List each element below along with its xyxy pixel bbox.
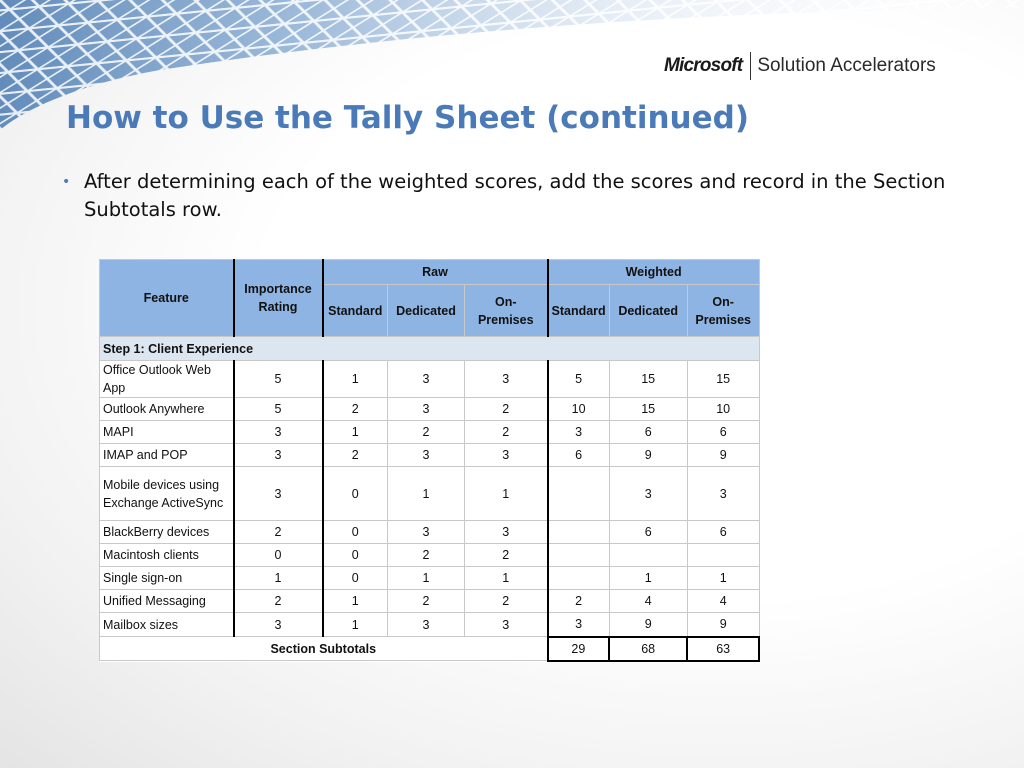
cell-raw-standard: 1 bbox=[323, 421, 388, 444]
cell-feature: BlackBerry devices bbox=[100, 521, 234, 544]
cell-feature: MAPI bbox=[100, 421, 234, 444]
cell-raw-standard: 1 bbox=[323, 613, 388, 637]
subtotal-weighted-on-premises: 63 bbox=[687, 637, 759, 661]
table-row bbox=[100, 613, 760, 637]
cell-feature: IMAP and POP bbox=[100, 444, 234, 467]
subtotal-label: Section Subtotals bbox=[100, 637, 548, 661]
microsoft-wordmark: Microsoft bbox=[664, 55, 743, 76]
cell-weighted-standard bbox=[548, 467, 610, 521]
cell-weighted-on-premises: 9 bbox=[687, 444, 759, 467]
cell-feature: Single sign-on bbox=[100, 567, 234, 590]
header-importance-rating: Importance Rating bbox=[234, 260, 323, 337]
cell-raw-on-premises: 2 bbox=[465, 421, 548, 444]
cell-raw-dedicated: 3 bbox=[388, 521, 465, 544]
cell-importance: 3 bbox=[234, 444, 323, 467]
header-raw-on-premises: On-Premises bbox=[465, 285, 548, 337]
cell-weighted-dedicated: 15 bbox=[609, 398, 687, 421]
table-row bbox=[100, 567, 760, 590]
cell-raw-standard: 2 bbox=[323, 398, 388, 421]
table-row bbox=[100, 590, 760, 613]
cell-importance: 1 bbox=[234, 567, 323, 590]
cell-raw-dedicated: 3 bbox=[388, 361, 465, 398]
table-row bbox=[100, 521, 760, 544]
cell-raw-standard: 0 bbox=[323, 467, 388, 521]
cell-importance: 5 bbox=[234, 398, 323, 421]
table-row bbox=[100, 421, 760, 444]
cell-importance: 3 bbox=[234, 421, 323, 444]
cell-raw-standard: 1 bbox=[323, 361, 388, 398]
cell-importance: 3 bbox=[234, 613, 323, 637]
cell-weighted-dedicated: 6 bbox=[609, 421, 687, 444]
cell-weighted-on-premises: 9 bbox=[687, 613, 759, 637]
cell-raw-dedicated: 1 bbox=[388, 467, 465, 521]
header-weighted-on-premises: On-Premises bbox=[687, 285, 759, 337]
cell-weighted-standard: 10 bbox=[548, 398, 610, 421]
cell-weighted-on-premises bbox=[687, 544, 759, 567]
header-group-weighted: Weighted bbox=[548, 260, 760, 285]
bullet-text: After determining each of the weighted scores, add the scores and record in the Section Subtotals row. bbox=[84, 170, 946, 221]
cell-raw-standard: 0 bbox=[323, 521, 388, 544]
cell-raw-on-premises: 3 bbox=[465, 361, 548, 398]
cell-feature: Macintosh clients bbox=[100, 544, 234, 567]
cell-raw-standard: 1 bbox=[323, 590, 388, 613]
slide-title: How to Use the Tally Sheet (continued) bbox=[66, 100, 749, 136]
table-row bbox=[100, 398, 760, 421]
cell-weighted-standard bbox=[548, 567, 610, 590]
cell-importance: 5 bbox=[234, 361, 323, 398]
cell-weighted-dedicated bbox=[609, 544, 687, 567]
header-raw-standard: Standard bbox=[323, 285, 388, 337]
cell-weighted-standard: 6 bbox=[548, 444, 610, 467]
cell-feature: Outlook Anywhere bbox=[100, 398, 234, 421]
cell-raw-dedicated: 3 bbox=[388, 444, 465, 467]
cell-weighted-dedicated: 9 bbox=[609, 444, 687, 467]
cell-raw-standard: 2 bbox=[323, 444, 388, 467]
table-row bbox=[100, 361, 760, 398]
cell-weighted-on-premises: 6 bbox=[687, 421, 759, 444]
cell-raw-standard: 0 bbox=[323, 567, 388, 590]
bullet-point bbox=[62, 168, 967, 224]
cell-raw-on-premises: 1 bbox=[465, 467, 548, 521]
microsoft-solution-accelerators-logo bbox=[664, 50, 936, 82]
cell-raw-on-premises: 3 bbox=[465, 444, 548, 467]
subtotal-weighted-standard: 29 bbox=[548, 637, 610, 661]
cell-weighted-dedicated: 3 bbox=[609, 467, 687, 521]
cell-weighted-dedicated: 15 bbox=[609, 361, 687, 398]
cell-raw-on-premises: 2 bbox=[465, 544, 548, 567]
header-feature: Feature bbox=[100, 260, 234, 337]
solution-accelerators-wordmark: Solution Accelerators bbox=[757, 55, 936, 76]
header-weighted-dedicated: Dedicated bbox=[609, 285, 687, 337]
cell-raw-dedicated: 1 bbox=[388, 567, 465, 590]
cell-raw-on-premises: 2 bbox=[465, 590, 548, 613]
cell-weighted-dedicated: 4 bbox=[609, 590, 687, 613]
table-row bbox=[100, 544, 760, 567]
section-row-title: Step 1: Client Experience bbox=[100, 337, 760, 361]
cell-raw-dedicated: 3 bbox=[388, 613, 465, 637]
cell-feature: Mailbox sizes bbox=[100, 613, 234, 637]
cell-weighted-on-premises: 1 bbox=[687, 567, 759, 590]
cell-weighted-dedicated: 9 bbox=[609, 613, 687, 637]
logo-divider bbox=[750, 52, 751, 80]
cell-weighted-standard: 5 bbox=[548, 361, 610, 398]
cell-weighted-on-premises: 15 bbox=[687, 361, 759, 398]
cell-weighted-on-premises: 6 bbox=[687, 521, 759, 544]
subtotal-row bbox=[100, 637, 760, 661]
cell-weighted-standard bbox=[548, 521, 610, 544]
cell-importance: 0 bbox=[234, 544, 323, 567]
cell-importance: 2 bbox=[234, 590, 323, 613]
table-row bbox=[100, 467, 760, 521]
cell-feature: Office Outlook Web App bbox=[100, 361, 234, 398]
cell-weighted-on-premises: 10 bbox=[687, 398, 759, 421]
cell-raw-on-premises: 3 bbox=[465, 613, 548, 637]
bullet-dot-icon: • bbox=[62, 174, 71, 190]
cell-raw-on-premises: 1 bbox=[465, 567, 548, 590]
tally-sheet-table bbox=[99, 259, 760, 662]
cell-weighted-standard bbox=[548, 544, 610, 567]
cell-raw-dedicated: 2 bbox=[388, 421, 465, 444]
cell-raw-standard: 0 bbox=[323, 544, 388, 567]
cell-weighted-standard: 2 bbox=[548, 590, 610, 613]
cell-weighted-dedicated: 6 bbox=[609, 521, 687, 544]
cell-importance: 2 bbox=[234, 521, 323, 544]
cell-weighted-standard: 3 bbox=[548, 421, 610, 444]
cell-feature: Unified Messaging bbox=[100, 590, 234, 613]
table-row bbox=[100, 444, 760, 467]
cell-weighted-on-premises: 4 bbox=[687, 590, 759, 613]
header-group-raw: Raw bbox=[323, 260, 548, 285]
cell-raw-on-premises: 2 bbox=[465, 398, 548, 421]
subtotal-weighted-dedicated: 68 bbox=[609, 637, 687, 661]
cell-weighted-standard: 3 bbox=[548, 613, 610, 637]
header-weighted-standard: Standard bbox=[548, 285, 610, 337]
header-raw-dedicated: Dedicated bbox=[388, 285, 465, 337]
cell-importance: 3 bbox=[234, 467, 323, 521]
cell-raw-dedicated: 2 bbox=[388, 544, 465, 567]
cell-weighted-on-premises: 3 bbox=[687, 467, 759, 521]
cell-feature: Mobile devices using Exchange ActiveSync bbox=[100, 467, 234, 521]
cell-raw-on-premises: 3 bbox=[465, 521, 548, 544]
cell-raw-dedicated: 3 bbox=[388, 398, 465, 421]
cell-weighted-dedicated: 1 bbox=[609, 567, 687, 590]
cell-raw-dedicated: 2 bbox=[388, 590, 465, 613]
